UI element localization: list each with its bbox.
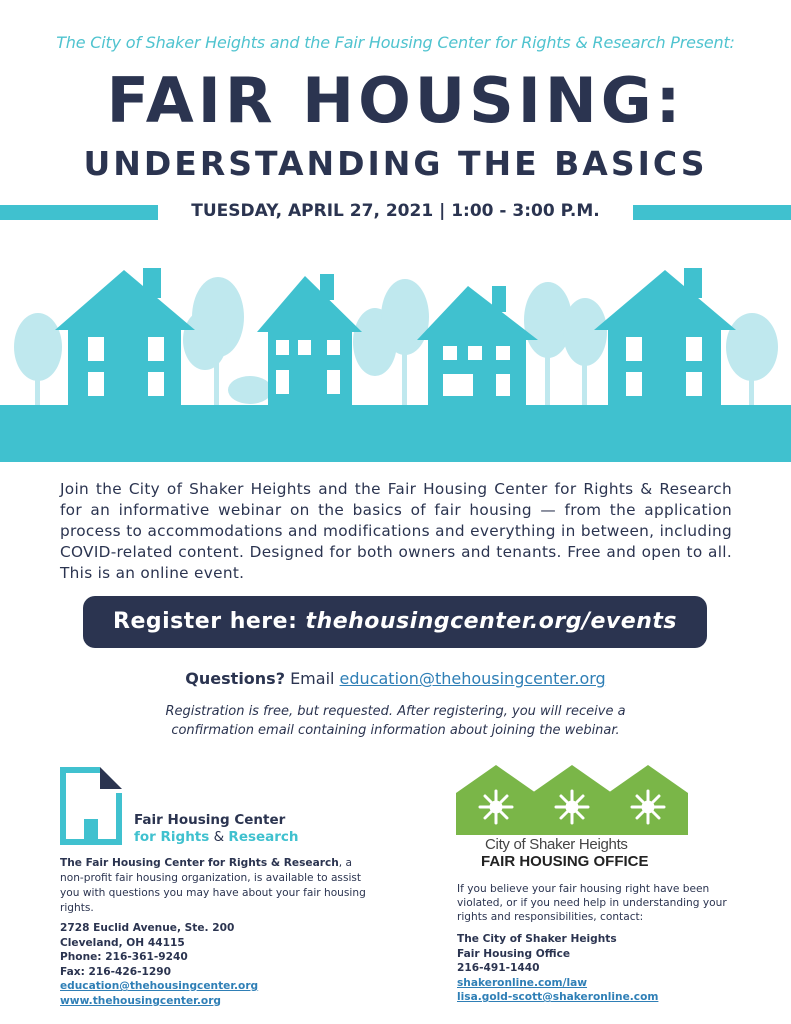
register-label: Register here: xyxy=(113,609,306,634)
city-logo-office: FAIR HOUSING OFFICE xyxy=(481,853,649,870)
note-line-1: Registration is free, but requested. After registering, you will receive a xyxy=(165,704,626,719)
city-website-link[interactable]: shakeronline.com/law xyxy=(457,976,588,989)
email-prefix: Email xyxy=(284,669,340,688)
city-phone: 216-491-1440 xyxy=(457,962,540,974)
fhc-website-link[interactable]: www.thehousingcenter.org xyxy=(60,994,221,1007)
note-line-2: confirmation email containing information about joining the webinar. xyxy=(171,723,620,738)
presenter-line: The City of Shaker Heights and the Fair Housing Center for Rights & Research Present: xyxy=(56,33,735,52)
city-email-link[interactable]: lisa.gold-scott@shakeronline.com xyxy=(457,991,659,1003)
register-button[interactable] xyxy=(83,596,707,648)
fhc-contact xyxy=(60,921,370,1008)
fhc-logo-sub xyxy=(134,829,299,845)
fhc-logo-rights: for Rights xyxy=(134,829,210,845)
date-bar-left xyxy=(0,205,158,220)
fhc-desc-name: The Fair Housing Center for Rights & Research xyxy=(60,857,339,869)
city-org-1: The City of Shaker Heights xyxy=(457,933,617,945)
fhc-phone: Phone: 216-361-9240 xyxy=(60,951,188,963)
page-title: FAIR HOUSING: xyxy=(106,64,685,137)
houses-illustration xyxy=(0,262,791,462)
page-subtitle: UNDERSTANDING THE BASICS xyxy=(83,144,708,183)
city-logo-icon xyxy=(456,765,688,835)
register-url[interactable]: thehousingcenter.org/events xyxy=(305,609,677,634)
fhc-description xyxy=(60,856,370,916)
fhc-fax: Fax: 216-426-1290 xyxy=(60,965,172,978)
fhc-logo-name: Fair Housing Center xyxy=(134,812,286,828)
fhc-logo-icon xyxy=(60,767,122,845)
fhc-address-2: Cleveland, OH 44115 xyxy=(60,936,185,949)
event-description: Join the City of Shaker Heights and the Fair Housing Center for Rights & Research for an informative webinar on the basics of fair housing — from the application process to accommodations and modifications and everything in between, including COVID-related content. Designed for both owners and tenants. Free and open to all. This is an online event. xyxy=(60,480,732,582)
fhc-desc-rest: , a non-profit fair housing organization, is available to assist you with questions you may have about your fair housing rights. xyxy=(60,857,366,914)
date-bar-right xyxy=(633,205,791,220)
questions-email-link[interactable]: education@thehousingcenter.org xyxy=(339,669,606,688)
city-description: If you believe your fair housing right have been violated, or if you need help in understanding your rights and responsibilities, contact: xyxy=(457,883,727,923)
fhc-email-link[interactable]: education@thehousingcenter.org xyxy=(60,980,259,992)
city-contact xyxy=(457,932,757,1005)
fhc-address-1: 2728 Euclid Avenue, Ste. 200 xyxy=(60,922,235,934)
registration-note xyxy=(0,702,791,740)
event-date: TUESDAY, APRIL 27, 2021 | 1:00 - 3:00 P.M. xyxy=(191,201,600,221)
fhc-logo-amp: & xyxy=(209,829,229,845)
questions-label: Questions? xyxy=(185,669,285,688)
city-org-2: Fair Housing Office xyxy=(457,947,571,960)
fhc-logo-research: Research xyxy=(228,829,299,845)
city-logo-name: City of Shaker Heights xyxy=(485,836,628,853)
questions-line xyxy=(0,669,791,688)
